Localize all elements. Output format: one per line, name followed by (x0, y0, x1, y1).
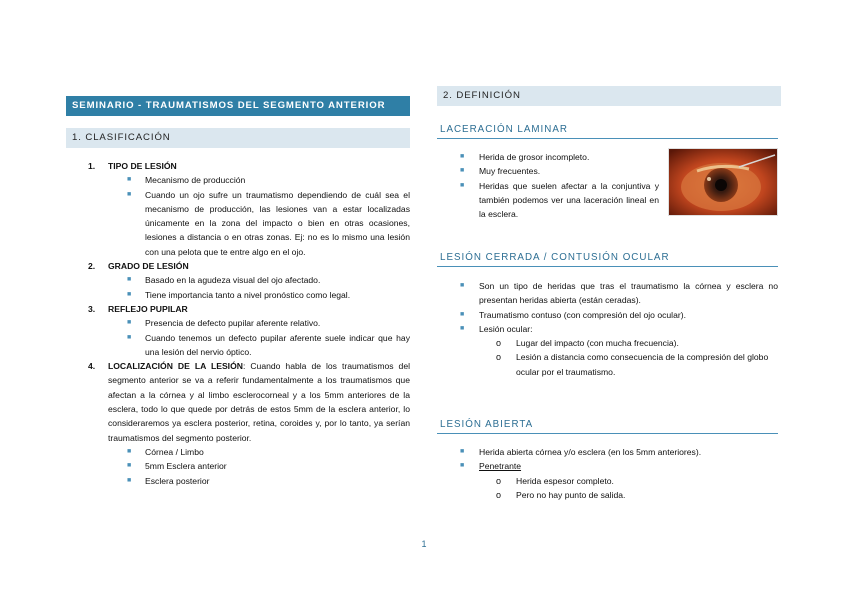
square-bullet-icon: ■ (127, 176, 132, 184)
laceracion-list (437, 150, 659, 221)
item-title: TIPO DE LESIÓN (108, 161, 177, 171)
bullet-item: ■ 5mm Esclera anterior (66, 459, 410, 473)
bullet-item: ■ Esclera posterior (66, 474, 410, 488)
bullet-item: ■ Penetrante (437, 459, 778, 473)
eye-injury-photo (668, 148, 778, 216)
list-item-3: 3. REFLEJO PUPILAR (88, 303, 188, 314)
square-bullet-icon: ■ (127, 290, 132, 298)
bullet-item: ■ Herida abierta córnea y/o esclera (en los 5mm anteriores). (437, 445, 778, 459)
subsection-header (437, 419, 778, 434)
square-bullet-icon: ■ (460, 167, 465, 175)
circle-bullet-icon: o (496, 489, 502, 500)
sub-bullet-item: o Lesión a distancia como consecuencia de la compresión del globo ocular por el traumatismo. (496, 352, 769, 377)
square-bullet-icon: ■ (460, 153, 465, 160)
sub-bullet-item: o Lugar del impacto (con mucha frecuencia). (437, 336, 778, 350)
page-number: 1 (421, 539, 427, 549)
bullet-item: ■ Son un tipo de heridas que tras el traumatismo la córnea y esclera no presentan heridas abierta (están ceradas). (460, 281, 778, 306)
section-1-header (66, 128, 410, 148)
bullet-item: ■ Muy frecuentes. (437, 164, 659, 178)
bullet-item: ■ Heridas que suelen afectar a la conjuntiva y también podemos ver una laceración lineal en la esclera. (460, 180, 659, 220)
square-bullet-icon: ■ (127, 462, 132, 470)
bullet-item: ■ Cuando un ojo sufre un traumatismo dependiendo de cuál sea el mecanismo de producción, las lesiones van a estar localizadas únicamente en la zona del impacto o bien en otras ocasiones, lesiones a distancia o en otras zonas. Ej: no es lo mismo una lesión con una pelota que te entre algo en el ojo. (127, 189, 410, 257)
item-description: : Cuando habla de los traumatismos del segmento anterior se va a referir fundamentalmente a los traumatismos que afectan a la córnea y al limbo esclerocorneal y a los 5mm anteriores de la esclera, todo lo que quede por detrás de estos 5mm de la esclera anterior, lo consideraremos ya esclera posterior, retina, coroides y, por lo tanto, ya serían traumatismos del segmento posterior. (108, 361, 411, 443)
item-title: GRADO DE LESIÓN (108, 261, 189, 272)
square-bullet-icon: ■ (460, 324, 465, 332)
item-title: REFLEJO PUPILAR (108, 303, 188, 314)
subsection-header (437, 124, 778, 139)
circle-bullet-icon: o (496, 352, 502, 363)
item-title: LOCALIZACIÓN DE LA LESIÓN (108, 361, 243, 372)
square-bullet-icon: ■ (127, 190, 132, 198)
abierta-title: LESIÓN ABIERTA (440, 419, 534, 430)
laceracion-title: LACERACIÓN LAMINAR (440, 124, 568, 135)
square-bullet-icon: ■ (127, 276, 132, 284)
square-bullet-icon: ■ (460, 181, 465, 189)
square-bullet-icon: ■ (460, 282, 465, 289)
circle-bullet-icon: o (496, 475, 502, 486)
section-1-title: 1. CLASIFICACIÓN (72, 132, 171, 143)
bullet-item: ■ Tiene importancia tanto a nivel pronóstico como legal. (66, 288, 410, 302)
circle-bullet-icon: o (496, 338, 502, 349)
square-bullet-icon: ■ (127, 319, 132, 327)
list-item-2: 2. GRADO DE LESIÓN (88, 261, 189, 272)
bullet-item: ■ Córnea / Limbo (66, 445, 410, 459)
bullet-item: ■ Basado en la agudeza visual del ojo afectado. (66, 273, 410, 287)
square-bullet-icon: ■ (460, 310, 465, 318)
square-bullet-icon: ■ (127, 476, 132, 484)
section-2-header (437, 86, 781, 106)
subsection-header (437, 252, 778, 267)
square-bullet-icon: ■ (127, 447, 132, 455)
square-bullet-icon: ■ (127, 333, 132, 341)
bullet-item: ■ Presencia de defecto pupilar aferente relativo. (66, 316, 410, 330)
square-bullet-icon: ■ (460, 448, 465, 455)
sub-bullet-item: o Herida espesor completo. (437, 474, 778, 488)
list-item-1: 1. TIPO DE LESIÓN (88, 161, 177, 171)
abierta-list (437, 445, 778, 502)
section-2-title: 2. DEFINICIÓN (443, 90, 521, 101)
seminar-banner (66, 96, 410, 116)
bullet-item: ■ Cuando tenemos un defecto pupilar aferente suele indicar que hay una lesión del nervio óptico. (127, 332, 410, 357)
bullet-item: ■ Traumatismo contuso (con compresión del ojo ocular). (437, 308, 778, 322)
bullet-item: ■ Herida de grosor incompleto. (437, 150, 659, 164)
bullet-item: ■ Lesión ocular: (437, 322, 778, 336)
sub-bullet-item: o Pero no hay punto de salida. (437, 488, 778, 502)
cerrada-list (437, 279, 778, 379)
cerrada-title: LESIÓN CERRADA / CONTUSIÓN OCULAR (440, 252, 670, 263)
square-bullet-icon: ■ (460, 462, 465, 470)
classification-list (66, 159, 410, 488)
bullet-item: ■ Mecanismo de producción (66, 173, 410, 187)
seminar-title: SEMINARIO - TRAUMATISMOS DEL SEGMENTO ANTERIOR (72, 100, 386, 111)
list-item-4: 4. LOCALIZACIÓN DE LA LESIÓN: Cuando habla de los traumatismos del segmento anterior se va a referir fundamentalmente a los traumatismos que afectan a la córnea y al limbo esclerocorneal y a los 5mm anteriores de la esclera, todo lo que quede por detrás de estos 5mm de la esclera anterior, lo consideraremos ya esclera posterior, retina, coroides y, por lo tanto, ya serían traumatismos del segmento posterior. (88, 361, 411, 443)
